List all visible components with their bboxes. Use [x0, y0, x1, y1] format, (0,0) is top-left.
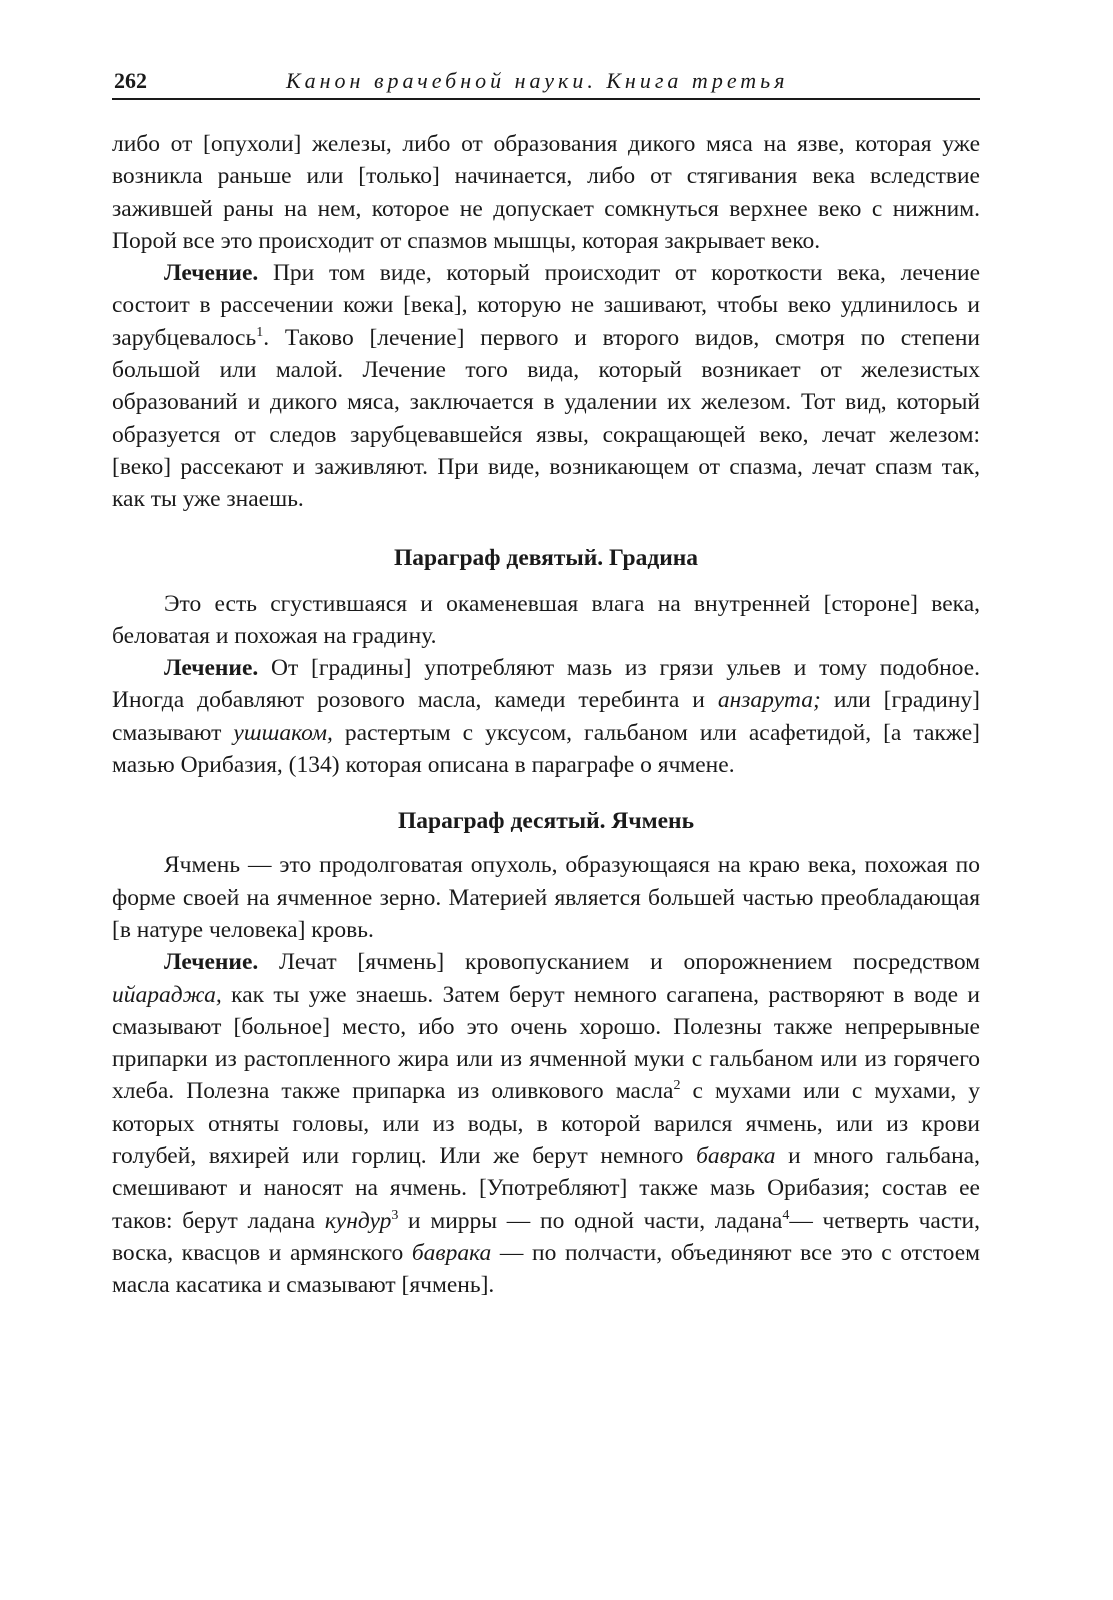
text-run: с мухами или с мухами, у которых отняты головы, или из воды, в которой варился ячмень, или из крови голубей, вяхирей или горлиц. Или же берут немного — [112, 1078, 980, 1170]
text-run: и мирры — по одной части, ладана — [398, 1207, 783, 1234]
footnote-marker: 1 — [256, 324, 264, 340]
text-run: . Таково [лечение] первого и второго видов, смотря по степени большой или малой. Лечение того вида, который возникает от железистых образований и дикого мяса, заключается в удалении их железом. Тот вид, который образуется от следов зарубцевавшейся язвы, сокращающей веко, лечат железом: [веко] рассекают и заживляют. При виде, возникающем от спазма, лечат спазм так, как ты уже знаешь. — [112, 324, 980, 513]
italic-term: анзарута; — [717, 687, 821, 714]
page-body — [112, 128, 980, 1302]
italic-term: баврака — [411, 1239, 492, 1266]
treatment-label: Лечение. — [164, 260, 259, 287]
footnote-marker: 3 — [391, 1207, 399, 1223]
section-heading-9: Параграф девятый. Градина — [393, 544, 699, 571]
text-run: — по полчасти, объединяют все это с отстоем масла касатика и смазывают [ячмень]. — [112, 1239, 981, 1299]
italic-term: кундур — [324, 1207, 392, 1234]
text-run: или [градину] смазывают — [112, 687, 980, 746]
paragraph-text: либо от [опухоли] железы, либо от образования дикого мяса на язве, которая уже возникла раньше или [только] начинается, либо от стягивания века вследствие зажившей раны на нем, которое не допускает сомкнуться верхнее веко с нижним. Порой все это происходит от спазмов мышцы, которая закрывает веко. — [112, 131, 980, 254]
paragraph-treatment-10 — [112, 946, 980, 1301]
text-run: и много гальбана, смешивают и наносят на ячмень. [Употребляют] также мазь Орибазия; состав ее таков: берут ладана — [112, 1143, 980, 1234]
text-run: Лечат [ячмень] кровопусканием и опорожнением посредством — [258, 949, 980, 976]
text-run: От [градины] употребляют мазь из грязи ульев и тому подобное. Иногда добавляют розового масла, камеди теребинта и — [112, 655, 980, 714]
treatment-label: Лечение. — [164, 655, 259, 682]
paragraph-text: Это есть сгустившаяся и окаменевшая влага на внутренней [стороне] века, беловатая и похожая на градину. — [112, 590, 980, 649]
paragraph-description-10 — [112, 849, 980, 946]
page-number: 262 — [114, 68, 147, 93]
paragraph-text: Ячмень — это продолговатая опухоль, образующаяся на краю века, похожая по форме своей на ячменное зерно. Материей является большей частью преобладающая [в натуре человека] кровь. — [112, 852, 980, 943]
section-heading-10: Параграф десятый. Ячмень — [397, 808, 695, 835]
text-run: как ты уже знаешь. Затем берут немного сагапена, растворяют в воде и смазывают [больное] место, ибо это очень хорошо. Полезны также непрерывные припарки из растопленного жира или из ячменной муки с гальбаном или из горячего хлеба. Полезна также припарка из оливкового масла — [112, 981, 980, 1105]
paragraph-treatment-1 — [112, 257, 980, 515]
text-run: При том виде, который происходит от короткости века, лечение состоит в рассечении кожи [века], которую не зашивают, чтобы веко удлинилось и зарубцевалось — [112, 260, 980, 351]
text-run: — четверть части, воска, квасцов и армянского — [112, 1207, 980, 1266]
paragraph-treatment-9 — [112, 652, 980, 781]
footnote-marker: 2 — [673, 1078, 681, 1094]
italic-term: ушшаком, — [233, 719, 333, 746]
footnote-marker: 4 — [782, 1207, 790, 1223]
paragraph-description-9 — [112, 588, 980, 653]
italic-term: баврака — [696, 1143, 776, 1170]
running-title: Канон врачебной науки. Книга третья — [286, 68, 789, 93]
paragraph-continuation — [112, 128, 980, 257]
text-run: растертым с уксусом, гальбаном или асафетидой, [а также] мазью Орибазия, (134) которая описана в параграфе о ячмене. — [112, 719, 980, 779]
italic-term: ийараджа, — [112, 981, 222, 1008]
treatment-label: Лечение. — [164, 949, 259, 976]
page-header — [112, 66, 980, 100]
